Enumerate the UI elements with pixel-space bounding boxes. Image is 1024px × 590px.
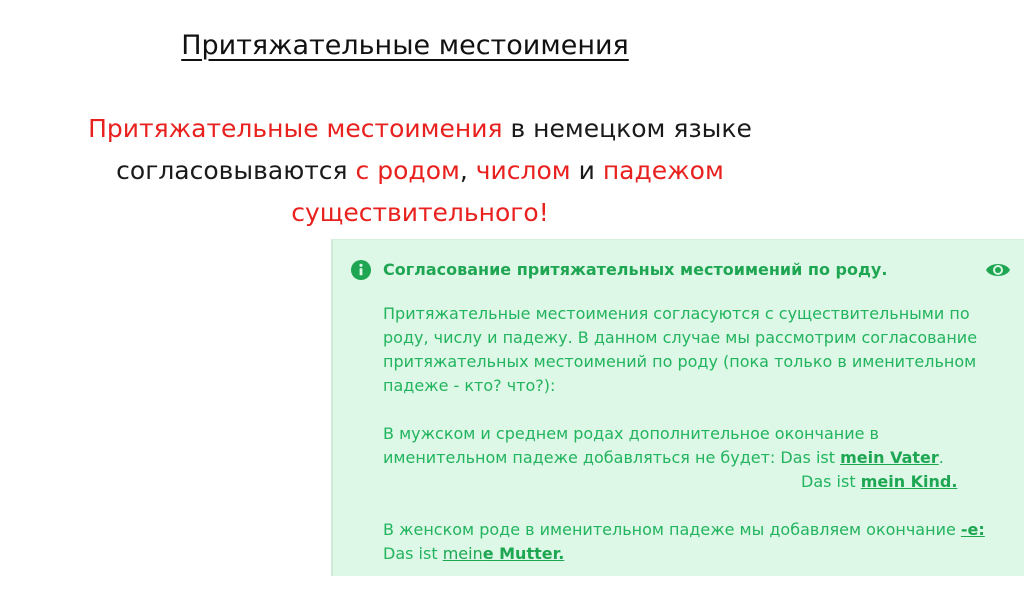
callout-header (351, 258, 1011, 282)
page-title: Притяжательные местоимения (181, 30, 629, 61)
example-highlight: e Mutter. (482, 544, 565, 563)
callout-text: . (938, 448, 944, 467)
example-highlight: mein (442, 544, 483, 563)
info-callout (331, 239, 1024, 576)
intro-text-span: согласовываются (116, 156, 356, 185)
intro-highlight: существительного! (291, 198, 549, 227)
intro-text (50, 108, 790, 234)
callout-title: Согласование притяжательных местоимений по роду. (383, 260, 888, 279)
callout-paragraph: Притяжательные местоимения согласуются с существительными по роду, числу и падежу. В данном случае мы рассмотрим согласование притяжательных местоимений по роду (пока только в именительном падеже - кто? что?): (383, 304, 978, 395)
callout-paragraph (383, 422, 993, 470)
callout-text: В мужском и среднем родах дополнительное окончание в именительном падеже добавляться не будет: Das ist (383, 424, 879, 467)
intro-text-span: , (459, 156, 476, 185)
ending-highlight: -e: (960, 520, 985, 539)
callout-paragraph (383, 470, 993, 494)
intro-highlight: падежом (602, 156, 724, 185)
example-highlight: mein Kind. (860, 472, 958, 491)
intro-highlight: числом (475, 156, 571, 185)
intro-text-span: в немецком языке (502, 114, 752, 143)
eye-icon[interactable] (985, 260, 1011, 280)
callout-paragraph (383, 518, 993, 566)
example-highlight: mein Vater (840, 448, 939, 467)
intro-highlight: Притяжательные местоимения (88, 114, 503, 143)
callout-text: Das ist (383, 544, 443, 563)
intro-highlight: с родом (355, 156, 460, 185)
intro-text-span: и (570, 156, 603, 185)
callout-text: В женском роде в именительном падеже мы добавляем окончание (383, 520, 961, 539)
callout-text: Das ist (801, 472, 861, 491)
info-circle-icon (351, 260, 371, 280)
callout-body (383, 302, 993, 590)
